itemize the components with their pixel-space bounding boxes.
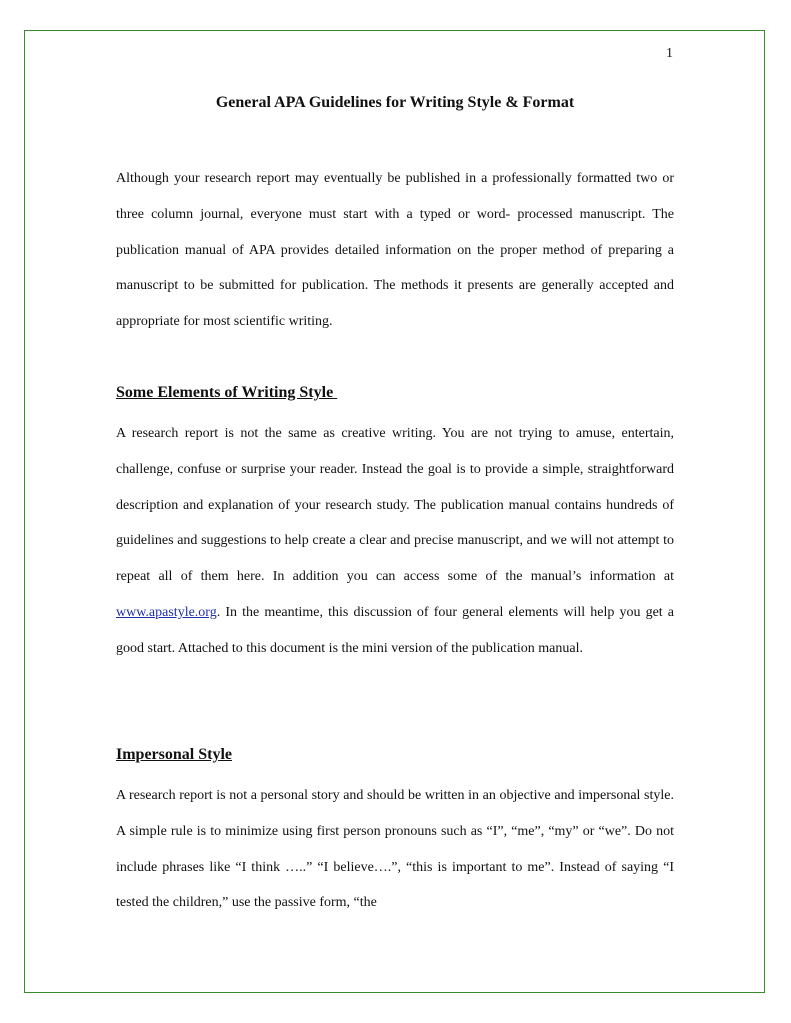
heading-impersonal-style: Impersonal Style [116,746,232,763]
document-title: General APA Guidelines for Writing Style & Format [215,94,575,111]
intro-paragraph: Although your research report may eventually be published in a professionally formatted two or three column journal, everyone must start with a typed or word- processed manuscript. The publication manual of APA provides detailed information on the proper method of preparing a manuscript to be submitted for publication. The methods it presents are generally accepted and appropriate for most scientific writing. [116,171,674,330]
page-number: 1 [666,46,673,61]
writing-style-text-before-link: A research report is not the same as creative writing. You are not trying to amuse, entertain, challenge, confuse or surprise your reader. Instead the goal is to provide a simple, straightforward description and explanation of your research study. The publication manual contains hundreds of guidelines and suggestions to help create a clear and precise manuscript, and we will not attempt to repeat all of them here. In addition you can access some of the manual’s information at [116,426,674,585]
heading-writing-style: Some Elements of Writing Style [116,384,338,401]
writing-style-paragraph [116,416,674,667]
impersonal-style-paragraph: A research report is not a personal story and should be written in an objective and impersonal style. A simple rule is to minimize using first person pronouns such as “I”, “me”, “my” or “we”. Do not include phrases like “I think …..” “I believe….”, “this is important to me”. Instead of saying “I tested the children,” use the passive form, “the [116,788,674,911]
writing-style-text-after-link: . In the meantime, this discussion of four general elements will help you get a good start. Attached to this document is the mini version of the publication manual. [116,604,674,656]
apastyle-link[interactable]: www.apastyle.org [116,604,217,620]
